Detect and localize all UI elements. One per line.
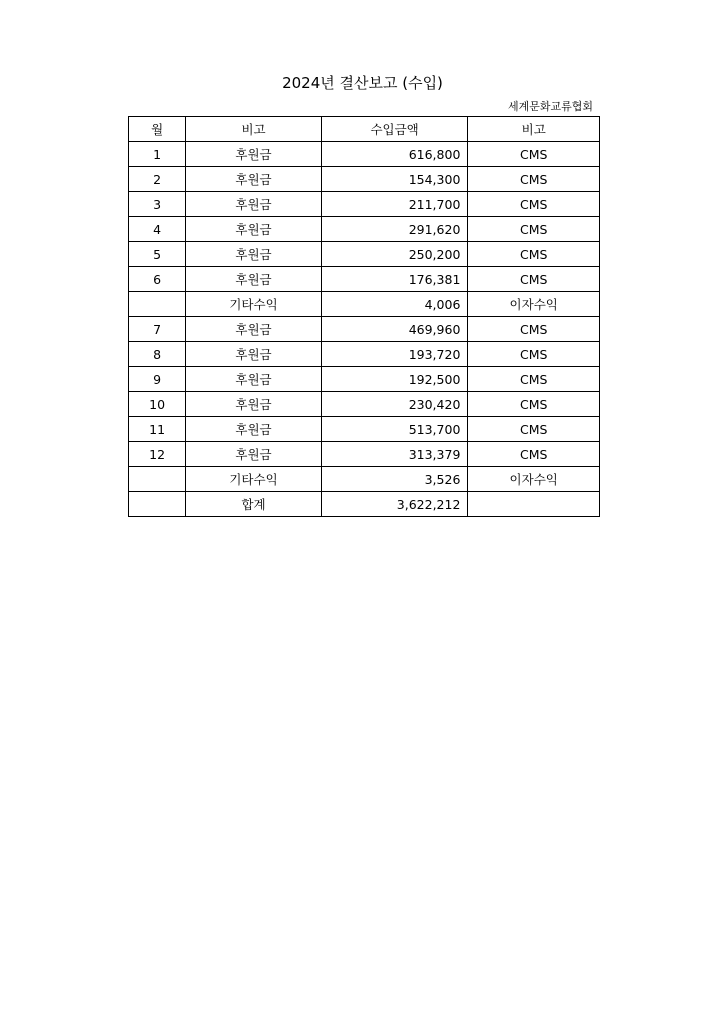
table-row bbox=[129, 167, 600, 192]
income-table bbox=[128, 116, 600, 517]
table-row bbox=[129, 142, 600, 167]
cell-amount: 513,700 bbox=[321, 417, 468, 442]
cell-note: 후원금 bbox=[186, 392, 322, 417]
cell-month bbox=[129, 292, 186, 317]
table-row bbox=[129, 217, 600, 242]
cell-amount: 192,500 bbox=[321, 367, 468, 392]
organization-name: 세계문화교류협회 bbox=[507, 100, 593, 113]
cell-note: 후원금 bbox=[186, 167, 322, 192]
cell-note: 후원금 bbox=[186, 192, 322, 217]
cell-memo: CMS bbox=[468, 267, 600, 292]
cell-note: 후원금 bbox=[186, 242, 322, 267]
cell-month: 3 bbox=[129, 192, 186, 217]
table-row bbox=[129, 192, 600, 217]
cell-note: 후원금 bbox=[186, 267, 322, 292]
cell-amount: 193,720 bbox=[321, 342, 468, 367]
header-memo: 비고 bbox=[468, 117, 600, 142]
cell-memo: CMS bbox=[468, 342, 600, 367]
cell-note: 후원금 bbox=[186, 417, 322, 442]
page-title: 2024년 결산보고 (수입) bbox=[282, 74, 443, 92]
table-row bbox=[129, 267, 600, 292]
cell-amount: 469,960 bbox=[321, 317, 468, 342]
total-amount: 3,622,212 bbox=[321, 492, 468, 517]
cell-month: 11 bbox=[129, 417, 186, 442]
cell-amount: 291,620 bbox=[321, 217, 468, 242]
cell-memo: CMS bbox=[468, 192, 600, 217]
cell-month: 12 bbox=[129, 442, 186, 467]
cell-note: 후원금 bbox=[186, 317, 322, 342]
cell-amount: 154,300 bbox=[321, 167, 468, 192]
cell-month bbox=[129, 467, 186, 492]
cell-amount: 230,420 bbox=[321, 392, 468, 417]
cell-memo: CMS bbox=[468, 442, 600, 467]
cell-month: 4 bbox=[129, 217, 186, 242]
total-label: 합계 bbox=[186, 492, 322, 517]
cell-memo: CMS bbox=[468, 217, 600, 242]
cell-amount: 211,700 bbox=[321, 192, 468, 217]
cell-amount: 313,379 bbox=[321, 442, 468, 467]
cell-amount: 250,200 bbox=[321, 242, 468, 267]
cell-amount: 4,006 bbox=[321, 292, 468, 317]
cell-note: 후원금 bbox=[186, 442, 322, 467]
table-row bbox=[129, 292, 600, 317]
cell-memo: 이자수익 bbox=[468, 467, 600, 492]
cell-month: 1 bbox=[129, 142, 186, 167]
cell-month: 9 bbox=[129, 367, 186, 392]
header-note: 비고 bbox=[186, 117, 322, 142]
cell-memo bbox=[468, 492, 600, 517]
table-row bbox=[129, 417, 600, 442]
table-row bbox=[129, 367, 600, 392]
cell-memo: CMS bbox=[468, 242, 600, 267]
cell-month: 10 bbox=[129, 392, 186, 417]
header-month: 월 bbox=[129, 117, 186, 142]
header-amount: 수입금액 bbox=[321, 117, 468, 142]
cell-memo: CMS bbox=[468, 317, 600, 342]
cell-amount: 616,800 bbox=[321, 142, 468, 167]
cell-month: 6 bbox=[129, 267, 186, 292]
cell-month: 5 bbox=[129, 242, 186, 267]
cell-month bbox=[129, 492, 186, 517]
cell-note: 후원금 bbox=[186, 142, 322, 167]
cell-note: 후원금 bbox=[186, 367, 322, 392]
table-row bbox=[129, 392, 600, 417]
cell-note: 후원금 bbox=[186, 342, 322, 367]
cell-month: 2 bbox=[129, 167, 186, 192]
cell-memo: CMS bbox=[468, 167, 600, 192]
cell-amount: 176,381 bbox=[321, 267, 468, 292]
cell-month: 7 bbox=[129, 317, 186, 342]
cell-memo: CMS bbox=[468, 392, 600, 417]
table-row bbox=[129, 317, 600, 342]
cell-amount: 3,526 bbox=[321, 467, 468, 492]
cell-note: 기타수익 bbox=[186, 292, 322, 317]
cell-note: 기타수익 bbox=[186, 467, 322, 492]
total-row bbox=[129, 492, 600, 517]
cell-note: 후원금 bbox=[186, 217, 322, 242]
cell-memo: 이자수익 bbox=[468, 292, 600, 317]
table-row bbox=[129, 342, 600, 367]
cell-memo: CMS bbox=[468, 417, 600, 442]
table-row bbox=[129, 442, 600, 467]
table-header-row bbox=[129, 117, 600, 142]
table-row bbox=[129, 242, 600, 267]
cell-memo: CMS bbox=[468, 367, 600, 392]
table-row bbox=[129, 467, 600, 492]
cell-month: 8 bbox=[129, 342, 186, 367]
cell-memo: CMS bbox=[468, 142, 600, 167]
